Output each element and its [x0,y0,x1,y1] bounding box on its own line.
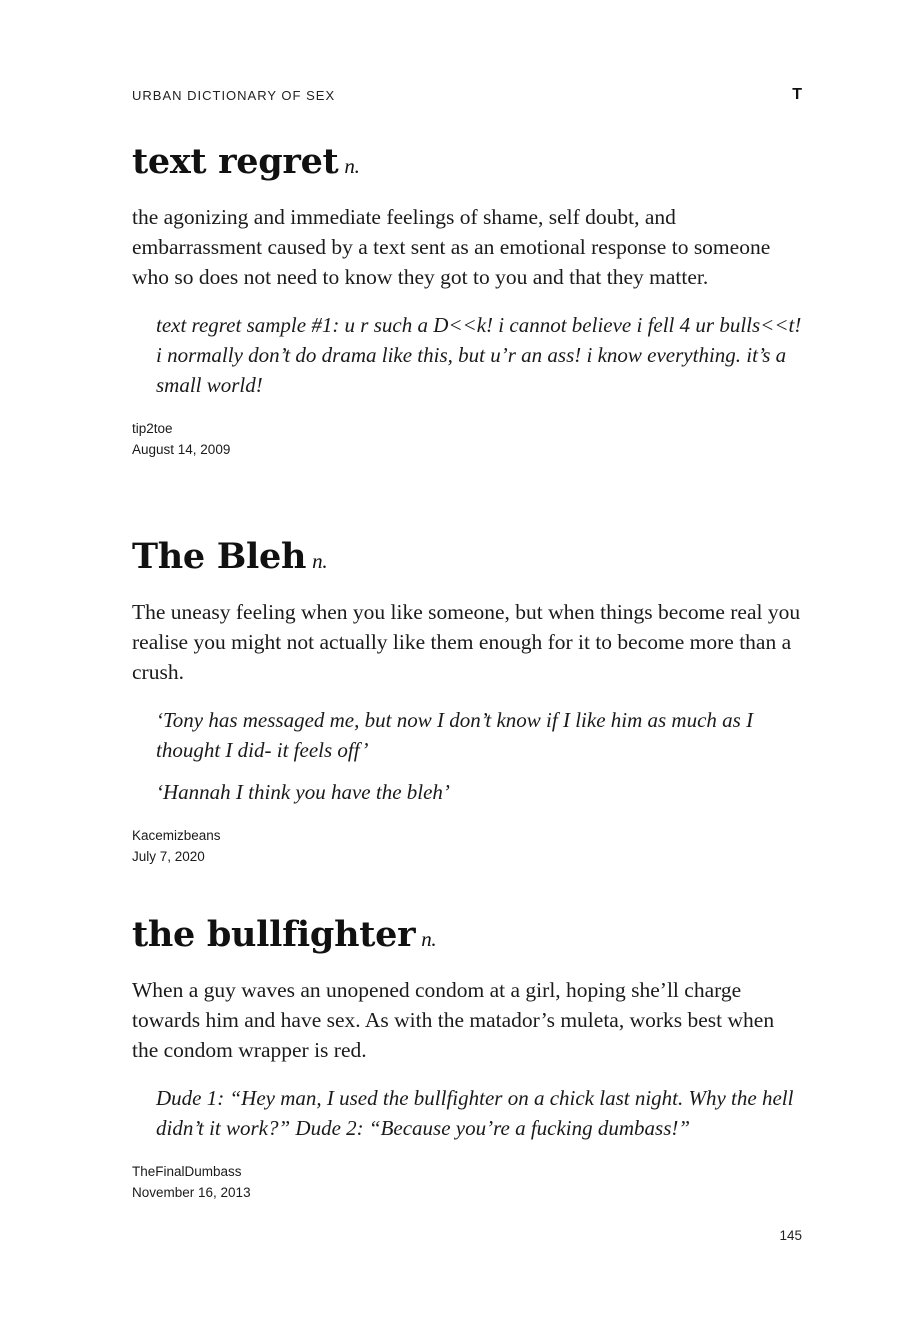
book-page [132,0,804,1331]
entry-definition: the agonizing and immediate feelings of shame, self doubt, and embarrassment caused by a text sent as an emotional response to someone who so does not need to know they got to you and that they matter. [132,205,771,289]
entry-definition: The uneasy feeling when you like someone, but when things become real you realise you might not actually like them enough for it to become more than a crush. [132,600,801,684]
example-block [156,1083,804,1143]
running-title: URBAN DICTIONARY OF SEX [132,88,336,103]
entry-example: ‘Tony has messaged me, but now I don’t know if I like him as much as I thought I did- it feels off’ [156,708,754,762]
dictionary-entry [132,537,804,867]
dictionary-entry [132,915,804,1203]
headword-text: text regret [132,141,339,182]
entry-author: tip2toe [132,421,173,436]
entry-definition: When a guy waves an unopened condom at a girl, hoping she’ll charge towards him and have sex. As with the matador’s muleta, works best when the condom wrapper is red. [132,978,775,1062]
entry-author: Kacemizbeans [132,828,221,843]
example-block [156,310,804,400]
part-of-speech: n. [344,154,360,178]
entry-headword [132,142,804,186]
entry-date: November 16, 2013 [132,1185,251,1200]
entry-date: July 7, 2020 [132,849,205,864]
example-block [156,705,804,807]
part-of-speech: n. [421,927,437,951]
headword-text: The Bleh [132,536,307,577]
entry-meta [132,825,804,867]
entry-example: ‘Hannah I think you have the bleh’ [156,780,450,804]
part-of-speech: n. [312,549,328,573]
entry-headword [132,537,804,581]
headword-text: the bullfighter [132,914,416,955]
entry-meta [132,1161,804,1203]
page-number: 145 [779,1228,802,1243]
entry-meta [132,418,804,460]
section-letter: T [792,86,802,103]
entry-author: TheFinalDumbass [132,1164,242,1179]
entry-example: Dude 1: “Hey man, I used the bullfighter on a chick last night. Why the hell didn’t it work?” Dude 2: “Because you’re a fucking dumbass!” [156,1086,794,1140]
entry-date: August 14, 2009 [132,442,231,457]
entry-example: text regret sample #1: u r such a D<<k! i cannot believe i fell 4 ur bulls<<t! i normally don’t do drama like this, but u’r an ass! i know everything. it’s a small world! [156,313,802,397]
dictionary-entry [132,142,804,460]
running-head [132,88,804,108]
entry-headword [132,915,804,959]
